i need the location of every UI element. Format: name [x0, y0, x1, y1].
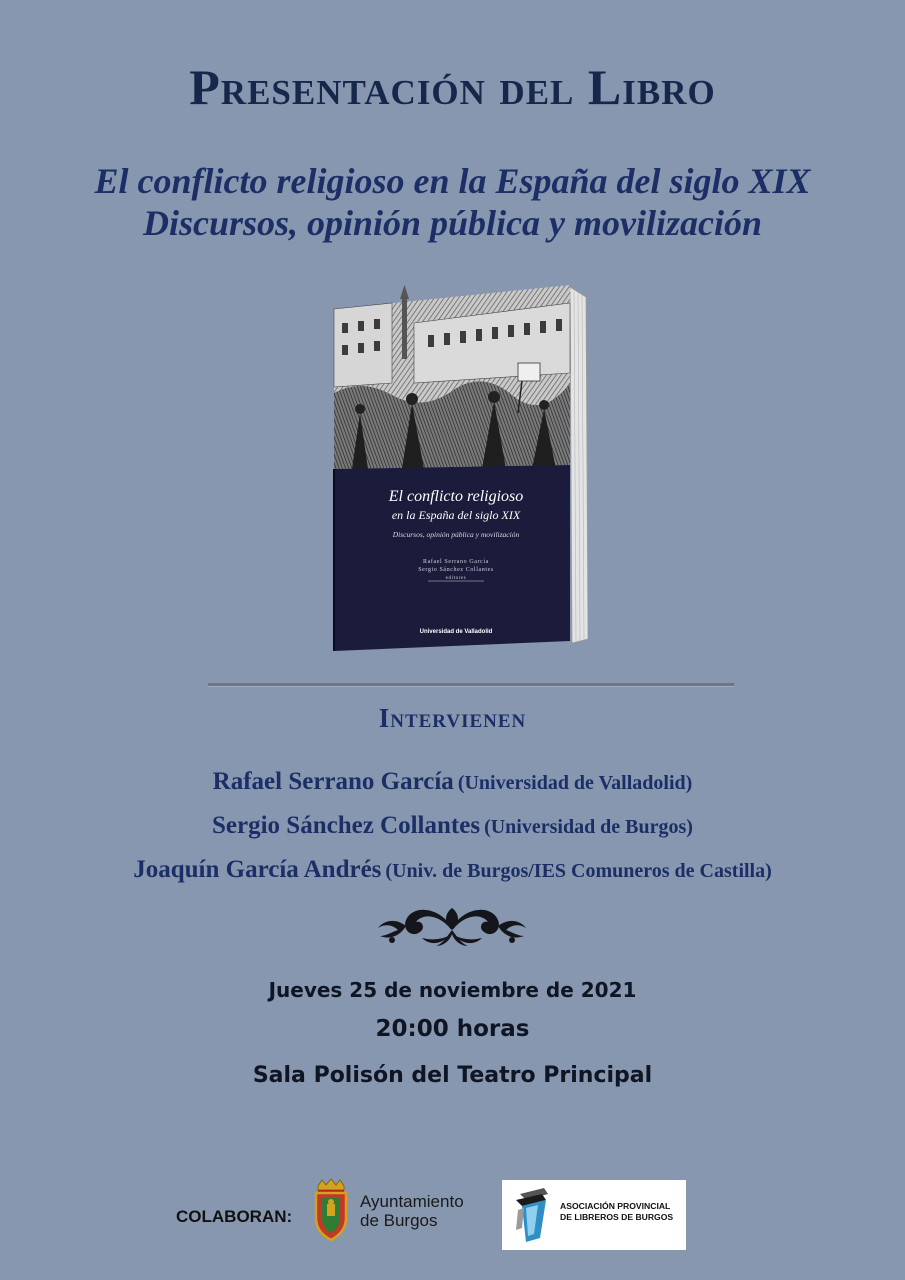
libreros-name	[560, 1201, 673, 1223]
ayuntamiento-line1: Ayuntamiento	[360, 1192, 464, 1211]
flourish-ornament-icon	[372, 900, 532, 952]
cover-subtitle: Discursos, opinión pública y movilización	[392, 530, 520, 539]
cover-title-line1: El conflicto religioso	[388, 488, 524, 505]
ayuntamiento-name	[360, 1192, 464, 1230]
event-time: 20:00 horas	[375, 1016, 530, 1042]
libreros-line2: DE LIBREROS DE BURGOS	[560, 1212, 674, 1222]
sponsors-label: COLABORAN:	[176, 1207, 293, 1226]
book-cover-image	[332, 283, 588, 653]
speaker-item	[0, 762, 905, 806]
speakers-list	[0, 762, 905, 894]
speakers-heading: Intervienen	[378, 703, 527, 733]
speaker-name: Joaquín García Andrés	[133, 856, 382, 883]
cover-title-line2: en la España del siglo XIX	[391, 508, 521, 522]
ayuntamiento-line2: de Burgos	[360, 1211, 438, 1230]
ayuntamiento-logo	[312, 1178, 492, 1244]
cover-editor2: Sergio Sánchez Collantes	[418, 567, 494, 573]
libreros-line1: ASOCIACIÓN PROVINCIAL	[560, 1201, 671, 1211]
speaker-affiliation: (Universidad de Burgos)	[484, 816, 693, 838]
coat-of-arms-icon	[312, 1178, 350, 1242]
cover-editors-label: editores	[445, 576, 467, 581]
speaker-item	[0, 850, 905, 894]
poster-title: Presentación del Libro	[189, 59, 716, 115]
book-title-line1: El conflicto religioso en la España del siglo XIX	[94, 161, 811, 201]
speaker-item	[0, 806, 905, 850]
cover-editor1: Rafael Serrano García	[423, 559, 489, 565]
speaker-name: Rafael Serrano García	[212, 768, 454, 795]
libreros-logo	[502, 1180, 686, 1250]
book-subtitle-line2: Discursos, opinión pública y movilización	[142, 203, 763, 243]
speaker-affiliation: (Universidad de Valladolid)	[457, 772, 693, 794]
book-logo-icon	[512, 1188, 556, 1244]
speaker-affiliation: (Univ. de Burgos/IES Comuneros de Castilla)	[385, 860, 772, 882]
event-date: Jueves 25 de noviembre de 2021	[268, 978, 637, 1002]
event-venue: Sala Polisón del Teatro Principal	[252, 1063, 653, 1088]
book-title	[0, 160, 905, 244]
cover-publisher: Universidad de Valladolid	[419, 629, 493, 635]
divider-rule	[208, 683, 734, 687]
speaker-name: Sergio Sánchez Collantes	[212, 812, 481, 839]
